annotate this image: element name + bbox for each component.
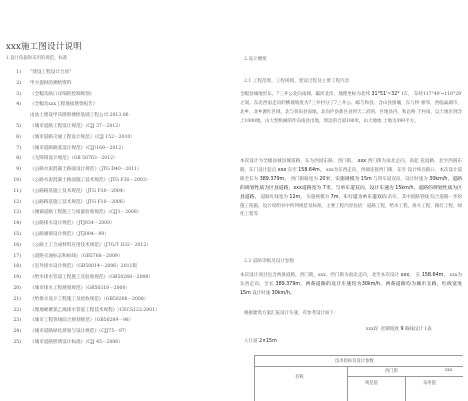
text-run: 15km/h，道路的规划性质为区县道路， — [240, 185, 462, 200]
reference-list — [0, 68, 234, 349]
reference-number: 23) — [13, 318, 21, 324]
table-header-name: 名称 — [295, 375, 304, 380]
table-subheader-spec: 规范值 — [365, 381, 378, 386]
table-rule — [405, 376, 406, 401]
text-run: 道路红线宽为 — [260, 194, 288, 200]
text-run: 20米，实施规模为 — [319, 176, 360, 182]
reference-item — [0, 111, 234, 122]
reference-text: 《公路路基施工技术规范》（JTG F10－2006） — [30, 199, 128, 205]
reference-item — [0, 273, 234, 284]
reference-text: 《城市道路绿化规划与设计规范》（CJJ75－97） — [30, 329, 130, 335]
text-run: xxx — [277, 167, 287, 173]
text-run: 与四车道双向，设计时速为 — [373, 176, 428, 182]
text-run: 158.64m， — [298, 167, 325, 173]
reference-item — [0, 100, 234, 111]
reference-item — [0, 327, 234, 338]
reference-text: 《室外排水设计规范》（GB50014－2006）2011版 — [30, 264, 138, 270]
text-run: 设计时速 — [252, 290, 271, 296]
reference-text: 《城市道路照明设计标准》（CJJ 45－2006） — [30, 339, 123, 345]
paragraph-grade — [240, 272, 462, 299]
reference-text: 《公路土工合成材料应用技术规范》（JTG/T D32－2012） — [30, 242, 151, 248]
reference-number: 17) — [13, 253, 21, 259]
text-run: xxx为东西走向，全长 — [240, 273, 462, 287]
paragraph-scope — [240, 158, 462, 220]
reference-item — [0, 284, 234, 295]
reference-item — [0, 133, 234, 144]
reference-text: 《城市排水工程规划规范》（GB50318－2000） — [30, 285, 130, 291]
reference-text: 《埋地硬聚氯乙烯排水管道工程技术规程》（CECS122:2001） — [30, 307, 160, 313]
reference-text: 《城镇道路工程施工与质量验收规范》（CJJ1－2008） — [30, 210, 142, 216]
text-run: 长 — [415, 273, 421, 278]
text-run: xxx — [357, 159, 367, 164]
text-run: 实施规模为 — [306, 194, 330, 200]
text-run: 389.379m， — [259, 176, 290, 182]
table-subheader-adopted: 采用值 — [423, 381, 436, 386]
reference-text: 《城市道路交通工程设计规范》（CJJ 152－2010） — [30, 134, 135, 140]
reference-text: 《公路路基施工技术规范》（JTG F30－2004） — [30, 188, 128, 194]
text-run: 西门街为南北走向，南起 — [367, 159, 419, 164]
reference-item — [0, 122, 234, 133]
reference-item — [0, 198, 234, 209]
reference-number: 6) — [16, 134, 21, 140]
text-run: 花园路，北至西圆东路，东门设计起点 — [240, 159, 463, 173]
reference-number: 3) — [16, 91, 21, 97]
reference-number: 24) — [13, 329, 21, 335]
text-run: 158.64m， — [421, 273, 449, 278]
reference-item — [0, 154, 234, 165]
text-run: 15′， — [401, 92, 413, 97]
text-run: 389.379m，两条道路的设计车速均为30km/h，两条道路均为城市支路，红线宽度 — [275, 281, 462, 287]
reference-number: 15) — [13, 231, 21, 237]
reference-number: 1) — [16, 70, 21, 75]
reference-item — [0, 338, 234, 349]
reference-text: 《全幅及路口详细的控制规划》 — [30, 91, 95, 97]
text-run: 综合道路一步的施工依据，设计说明书中所列规范及标准，主要工程内容包括：道路工程，给水工程，排水工程，路灯工程，绿化工程等 — [240, 194, 463, 218]
text-run: 人行道 — [244, 339, 258, 344]
text-run: 东至 — [287, 167, 297, 173]
text-run: xxx， — [400, 273, 415, 278]
text-run: 全幅县城地形东，7三井公北向南梯，霸河北岸，地理坐标为北纬 — [240, 92, 370, 97]
reference-item — [0, 241, 234, 252]
text-run: 土地为390平方。 — [382, 118, 419, 124]
text-run: 15m — [360, 176, 372, 182]
reference-text: 《给水排水管道工程施工及验收规范》（GB50268－2008） — [30, 275, 153, 281]
paragraph-location — [240, 91, 462, 127]
reference-item — [0, 187, 234, 198]
reference-number: 12) — [13, 199, 21, 205]
reference-item — [0, 252, 234, 263]
table-rule — [347, 366, 348, 401]
reference-text: 《公路水泥混凝土路面设计规范》（JTG D40－2011） — [30, 167, 142, 173]
reference-number: 7) — [16, 145, 21, 151]
reference-number: 8) — [16, 156, 21, 162]
reference-item — [0, 230, 234, 241]
reference-text: 由汕土建设甲乐勘察测绘基础工程公司 2013.06 — [30, 113, 129, 119]
text-run: 的车，其中道路管线 — [388, 194, 429, 200]
section-2-1-heading: 2.1 工程范围、工程规模、建设过程及主要工程内容 — [244, 79, 350, 84]
text-run: 西门街路宽为 — [290, 176, 318, 182]
text-run: 30km/h。 — [271, 290, 295, 296]
text-run: 设计终点路口，本次设计道路全长为 — [240, 167, 462, 182]
reference-item — [0, 79, 234, 90]
reference-item — [0, 165, 234, 176]
table-header-ximen: 西门街 — [385, 369, 398, 374]
text-run: 东经117°49′~118°29′之间。东北西南走向的横坡坡度为7三井村分了7三井公、邮与和县、含山县接壤，东与桥 — [240, 92, 463, 106]
text-run: 9 — [400, 327, 404, 332]
reference-item — [0, 208, 234, 219]
text-run: 路线设计 — [404, 327, 423, 332]
reference-number: 13) — [13, 210, 21, 216]
reference-number: 22) — [13, 307, 21, 313]
reference-text: “建设工程设计合同” — [30, 70, 72, 75]
section-2-heading: 2.设计概要 — [244, 57, 267, 62]
paragraph-params-intro: 根据建筑方案汇报设计车速，有参考设计如下： — [244, 311, 339, 316]
reference-number: 21) — [13, 296, 21, 302]
row-xxx-note — [366, 326, 432, 332]
reference-text: 《城市道路工程设计规范》（CJJ 37－2012） — [30, 123, 123, 129]
text-run: 2×15m — [258, 339, 277, 344]
reference-text: 《道路交通标志和标线》（GB5768－2009） — [30, 253, 123, 259]
text-run: 相邻，西临巢湖市，北乡，北乡源红区域，北与蒋田县南地。北向庐县新区县到天二府的，区地县内，和总桥 — [240, 100, 462, 115]
section-1-heading: 1.设计依据和采用的规范、标准 — [6, 56, 68, 61]
reference-item — [0, 306, 234, 317]
reference-item — [0, 262, 234, 273]
reference-text: 《公路水泥混凝土路面施工技术规范》（JTG F30－2003） — [30, 177, 151, 183]
text-run: 1表 — [424, 327, 432, 332]
text-run: 本次设计项目包含两条道路，西门街，xxx，西门街为南北走向，北至本次设计 — [240, 273, 400, 278]
reference-number: 16) — [13, 242, 21, 248]
reference-number: 4) — [16, 102, 21, 108]
reference-item — [0, 316, 234, 327]
reference-text: 《城市工程管线综合规划规范》（GB50289－98） — [30, 318, 134, 324]
reference-number: 25) — [13, 339, 21, 345]
text-run: 15m — [240, 290, 251, 296]
text-run: 30km/h，道路的规划性质为区县道路，xxx道路宽为 — [240, 176, 463, 191]
coordinate-text: 31°51′~32° — [371, 92, 400, 97]
reference-number: 5) — [16, 123, 21, 129]
reference-text: 《公路排水设计规范》（JTJ034－2000） — [30, 221, 115, 227]
reference-text: 《无障碍设计规范》（GB 50763－2012） — [30, 156, 118, 162]
reference-number: 2) — [16, 80, 21, 86]
reference-item — [0, 219, 234, 230]
table-title: 技术指标及设计参数 — [335, 359, 374, 364]
table-header-xxx: xxx — [445, 368, 453, 373]
reference-number: 18) — [13, 264, 21, 270]
reference-item — [0, 90, 234, 101]
sidewalk-width-note — [244, 338, 277, 344]
text-run: 7m，车行道为单车道双向 — [330, 194, 387, 200]
reference-number: 14) — [13, 221, 21, 227]
document-title: xxx施工图设计说明 — [6, 42, 82, 52]
reference-item — [0, 176, 234, 187]
text-run: 本次设计为全幅县城县城道路，东为西园东路，西门街。 — [240, 159, 357, 164]
text-run: xxx段 — [366, 327, 379, 332]
text-run: 千村南，以土地市到含上1000地，山大型机械的作向南县出地，周边的合部100米，山大地地 — [240, 109, 462, 124]
reference-number: 19) — [13, 275, 21, 281]
reference-text: 《给排水设计工程施工及验收规范》（GB50268－2008） — [30, 296, 149, 302]
reference-number: 20) — [13, 285, 21, 291]
reference-number: 9) — [16, 167, 21, 173]
reference-text: 甲方提供的测绘资料 — [30, 80, 72, 86]
table-rule — [255, 366, 463, 367]
parameter-table — [254, 355, 463, 401]
reference-text: 《公路涵洞设计规范》（JTJ004－89） — [30, 231, 109, 237]
text-run: 7米，与单车道双向，设计车速为 — [322, 185, 394, 191]
reference-item — [0, 295, 234, 306]
reference-text: 《城市道路路基设计规范》（CJJ/169－2012） — [30, 145, 126, 151]
reference-text: 《全幅及xxx工程地质勘察报告》 — [30, 102, 98, 108]
text-run: xxx为东西走向，西端连接西门街，东至 — [326, 167, 407, 173]
reference-number: 10) — [13, 177, 21, 183]
text-run: 控制坡度 — [381, 327, 399, 332]
reference-item — [0, 68, 234, 79]
reference-number: 11) — [13, 188, 21, 194]
section-2-2-heading: 2.2 道路等级及设计参数 — [244, 259, 295, 264]
reference-item — [0, 144, 234, 155]
text-run: 12m， — [289, 194, 306, 200]
